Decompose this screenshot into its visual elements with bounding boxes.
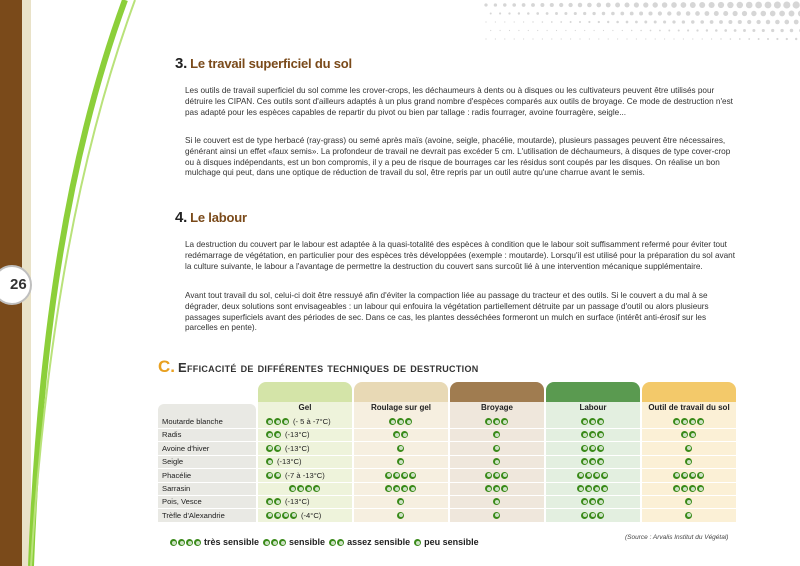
table-row <box>158 416 738 429</box>
sensitivity-dot-icon <box>597 431 604 438</box>
sensitivity-dot-icon <box>585 485 592 492</box>
sensitivity-dot-icon <box>493 485 500 492</box>
sensitivity-dot-icon <box>673 485 680 492</box>
sensitivity-dot-icon <box>194 539 201 546</box>
sensitivity-dot-icon <box>385 485 392 492</box>
row-label: Avoine d'hiver <box>162 443 210 453</box>
sensitivity-dot-icon <box>581 512 588 519</box>
sensitivity-dot-icon <box>282 512 289 519</box>
sensitivity-dot-icon <box>274 431 281 438</box>
column-header: Broyage <box>480 403 513 412</box>
sensitivity-dot-icon <box>589 431 596 438</box>
table-cell <box>354 470 448 482</box>
sensitivity-dot-icon <box>389 418 396 425</box>
row-label: Phacélie <box>162 470 192 480</box>
sensitivity-dot-icon <box>689 485 696 492</box>
table-cell <box>546 429 640 441</box>
sensitivity-dot-icon <box>601 485 608 492</box>
table-cell <box>642 416 736 428</box>
sensitivity-dot-icon <box>178 539 185 546</box>
section-c-letter: C. <box>158 357 175 376</box>
table-cell <box>546 470 640 482</box>
sensitivity-dot-icon <box>393 485 400 492</box>
table-cell <box>642 470 736 482</box>
sensitivity-dot-icon <box>170 539 177 546</box>
section-4-title: Le labour <box>190 210 247 225</box>
sensitivity-dot-icon <box>681 485 688 492</box>
table-cell <box>354 429 448 441</box>
table-cell <box>642 456 736 468</box>
sensitivity-dot-icon <box>597 498 604 505</box>
sensitivity-dot-icon <box>274 472 281 479</box>
table-cell <box>266 443 310 455</box>
sensitivity-dot-icon <box>397 458 404 465</box>
sensitivity-dot-icon <box>414 539 421 546</box>
table-cell <box>354 483 448 495</box>
temperature-note: (-7 à -13°C) <box>285 470 325 480</box>
table-cell <box>450 510 544 522</box>
sensitivity-dot-icon <box>263 539 270 546</box>
table-cell <box>642 496 736 508</box>
sensitivity-dot-icon <box>581 445 588 452</box>
table-cell <box>450 496 544 508</box>
table-cell <box>642 510 736 522</box>
sensitivity-dot-icon <box>329 539 336 546</box>
sensitivity-dot-icon <box>401 431 408 438</box>
row-label: Moutarde blanche <box>162 417 223 426</box>
sensitivity-dot-icon <box>493 458 500 465</box>
sensitivity-dot-icon <box>397 498 404 505</box>
table-cell <box>546 443 640 455</box>
sensitivity-dot-icon <box>577 485 584 492</box>
row-label: Sarrasin <box>162 484 191 493</box>
table-cell <box>450 456 544 468</box>
table-cell <box>546 483 640 495</box>
sensitivity-dot-icon <box>697 418 704 425</box>
sensitivity-dot-icon <box>266 431 273 438</box>
column-header: Outil de travail du sol <box>648 403 730 412</box>
sensitivity-dot-icon <box>313 485 320 492</box>
sensitivity-dot-icon <box>685 498 692 505</box>
sensitivity-dot-icon <box>493 498 500 505</box>
section-4-paragraph-2: Avant tout travail du sol, celui-ci doit être ressuyé afin d'éviter la compaction liée au passage du tracteur et des outils. Si le couvert a du mal à se dégrader, deux solutions sont envisageables : un labour qui enfouira la végétation partiellement détruite par un passage d'outil ou alors plusieurs passages superficiels avant des périodes de sec. Dans ce cas, les plantes desséchées formeront un mulch en surface (intérêt anti-érosif sur les parcelles en pente). <box>185 291 709 333</box>
section-4-heading <box>175 209 247 226</box>
sensitivity-dot-icon <box>689 418 696 425</box>
sensitivity-dot-icon <box>593 485 600 492</box>
table-cell <box>546 416 640 428</box>
table-cell <box>546 456 640 468</box>
sensitivity-dot-icon <box>685 445 692 452</box>
table-row <box>158 483 738 496</box>
table-row <box>158 443 738 456</box>
sensitivity-dot-icon <box>297 485 304 492</box>
temperature-note: (-13°C) <box>285 497 310 507</box>
row-label: Seigle <box>162 457 184 467</box>
legend-label: très sensible <box>204 537 260 547</box>
sensitivity-dot-icon <box>697 485 704 492</box>
column-header: Roulage sur gel <box>370 403 431 412</box>
row-label: Trèfle d'Alexandrie <box>162 510 225 520</box>
legend-label: peu sensible <box>424 537 479 547</box>
sensitivity-dot-icon <box>493 431 500 438</box>
sensitivity-dot-icon <box>485 485 492 492</box>
table-cell <box>266 429 310 441</box>
sensitivity-dot-icon <box>685 512 692 519</box>
sensitivity-dot-icon <box>266 445 273 452</box>
sensitivity-dot-icon <box>266 512 273 519</box>
sensitivity-dot-icon <box>501 472 508 479</box>
legend-item <box>263 537 325 547</box>
table-row <box>158 456 738 469</box>
table-cell <box>266 456 302 468</box>
sensitivity-dot-icon <box>405 418 412 425</box>
temperature-note: (-13°C) <box>277 457 302 467</box>
table-cell <box>354 443 448 455</box>
sensitivity-dot-icon <box>597 512 604 519</box>
sensitivity-dot-icon <box>397 418 404 425</box>
section-3-heading <box>175 55 352 72</box>
sensitivity-dot-icon <box>581 418 588 425</box>
table-cell <box>354 510 448 522</box>
sensitivity-dot-icon <box>274 418 281 425</box>
table-cell <box>354 416 448 428</box>
legend-item <box>329 537 410 547</box>
table-cell <box>642 429 736 441</box>
sensitivity-dot-icon <box>279 539 286 546</box>
sensitivity-dot-icon <box>585 472 592 479</box>
table-cell <box>450 429 544 441</box>
sensitivity-dot-icon <box>409 485 416 492</box>
row-label: Pois, Vesce <box>162 497 202 507</box>
sensitivity-dot-icon <box>689 431 696 438</box>
sensitivity-dot-icon <box>581 498 588 505</box>
section-3-number: 3. <box>175 55 188 72</box>
sensitivity-dot-icon <box>393 431 400 438</box>
sensitivity-dot-icon <box>673 418 680 425</box>
sensitivity-dot-icon <box>485 418 492 425</box>
sensitivity-dot-icon <box>274 445 281 452</box>
sensitivity-dot-icon <box>409 472 416 479</box>
sensitivity-dot-icon <box>681 431 688 438</box>
source-note: (Source : Arvalis Institut du Végétal) <box>625 534 729 541</box>
sensitivity-dot-icon <box>266 472 273 479</box>
sensitivity-dot-icon <box>290 512 297 519</box>
sensitivity-dot-icon <box>589 458 596 465</box>
sensitivity-dot-icon <box>393 472 400 479</box>
sensitivity-dot-icon <box>593 472 600 479</box>
sensitivity-dot-icon <box>689 472 696 479</box>
table-cell <box>450 470 544 482</box>
temperature-note: (- 5 à -7°C) <box>293 417 331 426</box>
sensitivity-dot-icon <box>274 512 281 519</box>
section-4-paragraph-1: La destruction du couvert par le labour est adaptée à la quasi-totalité des espèces à condition que le labour soit suffisamment refermé pour éviter tout redémarrage de végétation, en particulier pour des espèces très développées (exemple : moutarde). Lorsqu'il est utilisé pour la préparation du sol avant la culture suivante, le labour a l'avantage de permettre la destruction du couvert sans surcoût lié à une intervention mécanique supplémentaire. <box>185 240 735 271</box>
table-cell <box>258 483 352 495</box>
legend-item <box>170 537 259 547</box>
sensitivity-dot-icon <box>597 458 604 465</box>
sensitivity-dot-icon <box>493 418 500 425</box>
sensitivity-dot-icon <box>266 458 273 465</box>
legend-label: sensible <box>289 537 326 547</box>
table-cell <box>642 483 736 495</box>
sensitivity-dot-icon <box>501 418 508 425</box>
sensitivity-dot-icon <box>266 418 273 425</box>
sensitivity-dot-icon <box>401 472 408 479</box>
table-row <box>158 496 738 509</box>
table-cell <box>266 510 321 522</box>
sensitivity-dot-icon <box>397 512 404 519</box>
table-cell <box>354 496 448 508</box>
section-c-heading <box>158 357 479 377</box>
table-cell <box>546 510 640 522</box>
sensitivity-dot-icon <box>305 485 312 492</box>
section-c-title: Efficacité de différentes techniques de destruction <box>178 360 479 375</box>
sensitivity-dot-icon <box>493 512 500 519</box>
section-3-paragraph-1: Les outils de travail superficiel du sol comme les crover-crops, les déchaumeurs à dents ou à disques ou les cultivateurs peuvent être utilisés pour détruire les CIPAN. Ces outils sont d'ailleurs adaptés à un plus grand nombre d'espèces comparés aux outils de broyage. Ce mode de destruction n'est pas adapté pour les espèces capables de repartir du pivot ou bien par tallage : radis fourrager, avoine fourragère, seigle... <box>185 86 733 117</box>
sensitivity-dot-icon <box>397 445 404 452</box>
sensitivity-dot-icon <box>589 418 596 425</box>
table-cell <box>354 456 448 468</box>
section-3-title: Le travail superficiel du sol <box>190 56 352 71</box>
sensitivity-dot-icon <box>589 498 596 505</box>
sensitivity-dot-icon <box>266 498 273 505</box>
section-4-number: 4. <box>175 209 188 226</box>
table-row <box>158 429 738 442</box>
sensitivity-dot-icon <box>282 418 289 425</box>
sensitivity-dot-icon <box>597 445 604 452</box>
sensitivity-dot-icon <box>274 498 281 505</box>
temperature-note: (-13°C) <box>285 430 310 440</box>
column-header: Gel <box>298 403 312 412</box>
temperature-note: (-4°C) <box>301 510 322 520</box>
sensitivity-dot-icon <box>685 458 692 465</box>
temperature-note: (-13°C) <box>285 443 310 453</box>
sensitivity-dot-icon <box>601 472 608 479</box>
sensitivity-dot-icon <box>673 472 680 479</box>
section-3-paragraph-2: Si le couvert est de type herbacé (ray-grass) ou semé après maïs (avoine, seigle, phacélie, moutarde), plusieurs passages peuvent être nécessaires, générant ainsi un effet «faux semis». La profondeur de travail ne devrait pas excéder 5 cm. L'utilisation de déchaumeurs, à disques de type cover-crop ou à disques indépendants, est un bon compromis, il y a peu de risque de bourrages car les résidus sont coupés par les disques. On réalise un bon mulchage qui peut, dans une optique de réduction de travail du sol, être repris par un outil autre qu'une charrue avant le semis. <box>185 136 731 178</box>
sensitivity-dot-icon <box>589 512 596 519</box>
sensitivity-dot-icon <box>271 539 278 546</box>
dot-pattern-decoration <box>480 0 800 45</box>
sensitivity-dot-icon <box>337 539 344 546</box>
table-cell <box>266 496 310 508</box>
row-label: Radis <box>162 430 182 440</box>
sensitivity-dot-icon <box>493 445 500 452</box>
column-header: Labour <box>579 403 607 412</box>
table-cell <box>450 443 544 455</box>
sensitivity-dot-icon <box>385 472 392 479</box>
sensitivity-dot-icon <box>501 485 508 492</box>
legend-item <box>414 537 479 547</box>
sensitivity-dot-icon <box>589 445 596 452</box>
table-cell <box>642 443 736 455</box>
sensitivity-dot-icon <box>597 418 604 425</box>
page-number: 26 <box>10 276 27 293</box>
sensitivity-dot-icon <box>681 472 688 479</box>
sensitivity-dot-icon <box>581 458 588 465</box>
table-row <box>158 470 738 483</box>
table-cell <box>450 483 544 495</box>
sensitivity-legend <box>170 537 483 547</box>
sensitivity-dot-icon <box>186 539 193 546</box>
table-row <box>158 510 738 523</box>
table-cell <box>546 496 640 508</box>
sensitivity-dot-icon <box>289 485 296 492</box>
sensitivity-dot-icon <box>485 472 492 479</box>
sensitivity-dot-icon <box>697 472 704 479</box>
sensitivity-dot-icon <box>681 418 688 425</box>
sensitivity-dot-icon <box>581 431 588 438</box>
sensitivity-dot-icon <box>493 472 500 479</box>
table-cell <box>450 416 544 428</box>
sensitivity-dot-icon <box>401 485 408 492</box>
legend-label: assez sensible <box>347 537 411 547</box>
table-cell <box>266 470 325 482</box>
sensitivity-dot-icon <box>577 472 584 479</box>
table-cell <box>266 416 331 428</box>
